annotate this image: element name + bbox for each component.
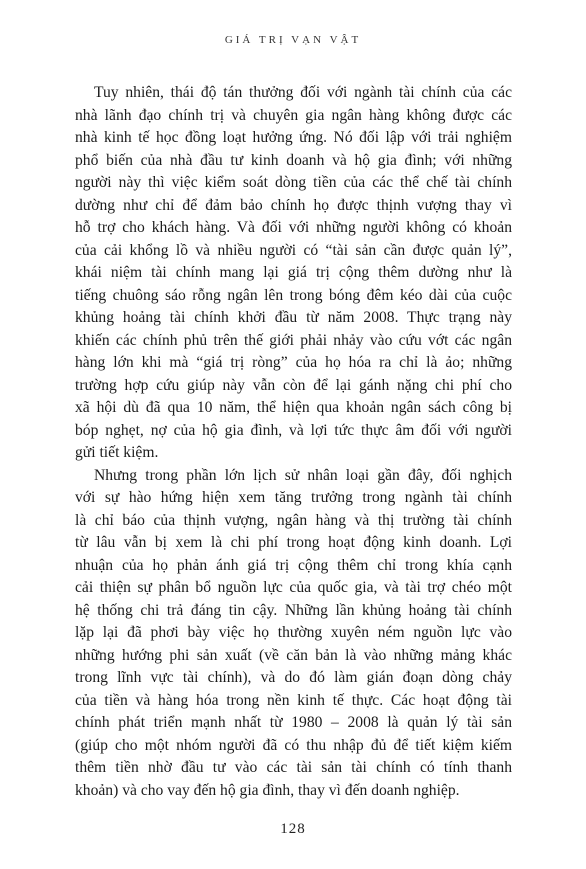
text-line: chính phát triển mạnh nhất từ 1980 – 2008 là quản lý tài sản [75,714,512,731]
text-line: xã hội dù đã qua 10 năm, thể hiện qua khoản ngân sách công bị [75,399,512,416]
text-line: khoản) và cho vay đến hộ gia đình, thay vì đến doanh nghiệp. [75,781,460,799]
text-line: nhà lãnh đạo chính trị và chuyên gia ngân hàng không được các [75,106,512,124]
text-line: khiến các chính phủ trên thế giới phải nhảy vào cứu vớt các ngân [75,331,512,349]
text-line: hỗ trợ cho khách hàng. Và đối với những người không có khoản [75,219,512,236]
text-line: gửi tiết kiệm. [75,444,159,461]
text-line: là chỉ báo của thịnh vượng, ngân hàng và thị trường tài chính [75,511,512,529]
text-line: Nhưng trong phần lớn lịch sử nhân loại gần đây, đối nghịch [94,466,512,484]
body-text [75,82,512,802]
paragraph-2 [75,465,512,803]
text-line: những hướng phi sản xuất (về căn bản là vào những mảng khác [75,646,512,664]
text-line: của cải khổng lồ và nhiều người có “tài sản cần được quản lý”, [75,241,512,259]
page-number: 128 [280,821,306,837]
text-line: từ lâu vẫn bị xem là chi phí trong hoạt động kinh doanh. Lợi [75,534,512,551]
running-head: GIÁ TRỊ VẠN VẬT [224,34,362,46]
text-line: khái niệm tài chính mang lại giá trị cộng thêm dường như là [75,264,512,281]
text-line: trường hợp cứu giúp này vẫn còn để lại gánh nặng chi phí cho [75,376,512,394]
text-line: khủng hoảng tài chính khởi đầu từ năm 2008. Thực trạng này [75,309,512,326]
text-line: nhà kinh tế học đồng loạt hưởng ứng. Nó đối lập với trải nghiệm [75,129,512,146]
text-line: với sự hào hứng hiện xem tăng trưởng trong ngành tài chính [75,489,512,506]
text-line: Tuy nhiên, thái độ tán thưởng đối với ngành tài chính của các [94,84,512,101]
text-line: nhuận của họ phản ánh giá trị cộng thêm chỉ trong khía cạnh [75,556,512,574]
text-line: bóp nghẹt, nợ của hộ gia đình, và lợi tức thực âm đối với người [75,421,512,439]
text-line: dường như chỉ để đảm bảo chính họ được thịnh vượng thay vì [75,196,512,214]
paragraph-1 [75,82,512,465]
text-line: người này thì việc kiểm soát dòng tiền của các thể chế tài chính [75,174,512,191]
text-line: cải thiện sự phân bổ nguồn lực của quốc gia, và tài trợ chéo một [75,579,512,596]
text-line: phổ biến của nhà đầu tư kinh doanh và hộ gia đình; với những [75,151,512,169]
text-line: tiếng chuông sáo rỗng ngân lên trong bóng đêm kéo dài của cuộc [75,286,512,304]
text-line: lặp lại đã phơi bày việc họ thường xuyên ném nguồn lực vào [75,624,512,641]
text-line: hệ thống chi trả đáng tin cậy. Những lần khủng hoảng tài chính [75,601,512,619]
text-line: của tiền và hàng hóa trong nền kinh tế thực. Các hoạt động tài [75,691,512,709]
text-line: thêm tiền nhờ đầu tư vào các tài sản tài chính có tính thanh [75,759,512,776]
text-line: (giúp cho một nhóm người đã có thu nhập đủ để tiết kiệm kiếm [75,736,512,754]
text-line: hàng lớn khi mà “giá trị ròng” của họ hóa ra chỉ là ảo; những [75,354,512,371]
text-line: trong lĩnh vực tài chính), và do đó làm gián đoạn dòng chảy [75,669,512,686]
